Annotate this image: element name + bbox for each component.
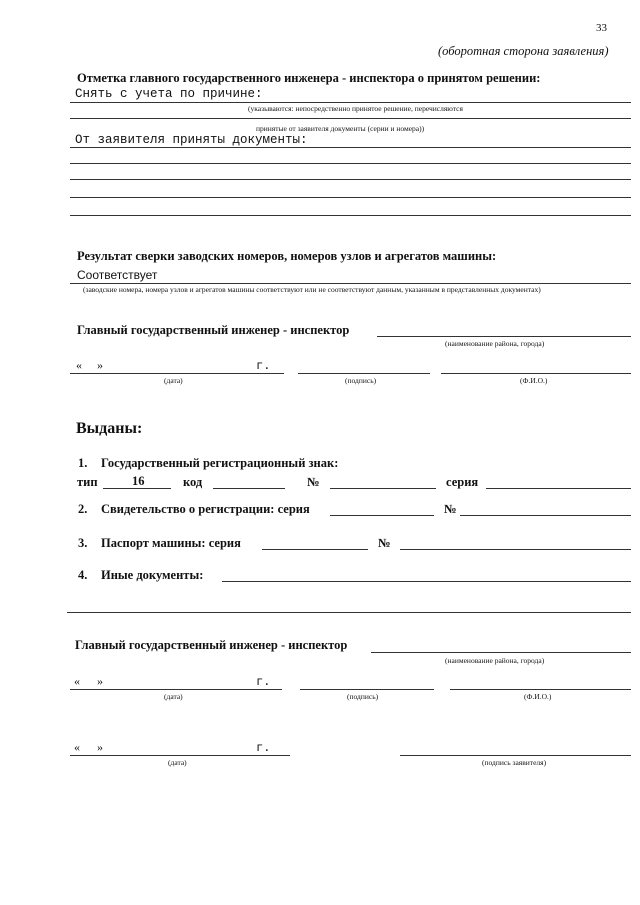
decision-line-2: [70, 118, 631, 119]
date-line-3: [70, 755, 290, 756]
date-quote-open-1: «: [76, 358, 82, 372]
code-label: код: [183, 475, 203, 489]
date-hint-2: (дата): [164, 692, 183, 701]
number-sign-3: №: [378, 536, 391, 550]
check-result-heading: Результат сверки заводских номеров, номеров узлов и агрегатов машины:: [77, 249, 497, 263]
name-line-1: [441, 373, 631, 374]
number-sign-2: №: [444, 502, 457, 516]
year-suffix-1: г.: [256, 359, 271, 373]
docs-line-2: [70, 163, 631, 164]
district-hint-2: (наименование района, города): [445, 656, 545, 665]
date-line-1: [70, 373, 284, 374]
year-suffix-2: г.: [256, 675, 271, 689]
check-result-hint: (заводские номера, номера узлов и агрегатов машины соответствуют или не соответствуют данным, указанным в представленных документах): [83, 285, 541, 294]
number-line-1: [330, 488, 436, 489]
inspector-note-heading: Отметка главного государственного инженера - инспектора о принятом решении:: [77, 71, 541, 85]
year-suffix-3: г.: [256, 741, 271, 755]
item1-number: 1.: [78, 456, 88, 470]
applicant-signature-hint: (подпись заявителя): [482, 758, 547, 767]
inspector-title-1: Главный государственный инженер - инспектор: [77, 323, 350, 337]
date-quote-open-2: «: [74, 674, 80, 688]
item4-number: 4.: [78, 568, 88, 582]
item2-number: 2.: [78, 502, 88, 516]
docs-line-3: [70, 179, 631, 180]
signature-line-2: [300, 689, 434, 690]
date-hint-3: (дата): [168, 758, 187, 767]
signature-hint-2: (подпись): [347, 692, 379, 701]
check-result-value: Соответствует: [77, 268, 158, 282]
signature-hint-1: (подпись): [345, 376, 377, 385]
date-quote-close-1: »: [97, 358, 103, 372]
item3-number-line: [400, 549, 631, 550]
decision-line: [70, 102, 631, 103]
district-hint-1: (наименование района, города): [445, 339, 545, 348]
issued-heading: Выданы:: [76, 420, 143, 437]
district-line-1: [377, 336, 631, 337]
docs-text: От заявителя приняты документы:: [75, 133, 308, 147]
item2-series-line: [330, 515, 434, 516]
item3-number: 3.: [78, 536, 88, 550]
docs-line-1: [70, 147, 631, 148]
decision-text: Снять с учета по причине:: [75, 87, 263, 101]
applicant-signature-line: [400, 755, 631, 756]
district-line-2: [371, 652, 631, 653]
docs-line-4: [70, 197, 631, 198]
name-hint-1: (Ф.И.О.): [520, 376, 548, 385]
type-value: 16: [132, 474, 145, 488]
item2-label: Свидетельство о регистрации: серия: [101, 502, 310, 516]
name-line-2: [450, 689, 631, 690]
date-line-2: [70, 689, 282, 690]
signature-line-1: [298, 373, 430, 374]
item1-label: Государственный регистрационный знак:: [101, 456, 339, 470]
item4-line-1: [222, 581, 631, 582]
item4-label: Иные документы:: [101, 568, 204, 582]
docs-line-5: [70, 215, 631, 216]
decision-hint-2: принятые от заявителя документы (серии и номера)): [256, 124, 425, 133]
date-quote-open-3: «: [74, 740, 80, 754]
date-quote-close-3: »: [97, 740, 103, 754]
page-number: 33: [596, 22, 607, 34]
item2-number-line: [460, 515, 631, 516]
check-result-line: [70, 283, 631, 284]
date-quote-close-2: »: [97, 674, 103, 688]
type-line: [103, 488, 171, 489]
series-line: [486, 488, 631, 489]
type-label: тип: [77, 475, 98, 489]
number-sign-1: №: [307, 475, 320, 489]
item3-series-line: [262, 549, 368, 550]
name-hint-2: (Ф.И.О.): [524, 692, 552, 701]
item3-label: Паспорт машины: серия: [101, 536, 241, 550]
item4-line-2: [67, 612, 631, 613]
reverse-side-note: (оборотная сторона заявления): [438, 44, 609, 58]
date-hint-1: (дата): [164, 376, 183, 385]
code-line: [213, 488, 285, 489]
inspector-title-2: Главный государственный инженер - инспектор: [75, 638, 348, 652]
series-label: серия: [446, 475, 479, 489]
decision-hint-1: (указываются: непосредственно принятое решение, перечисляются: [248, 104, 463, 113]
